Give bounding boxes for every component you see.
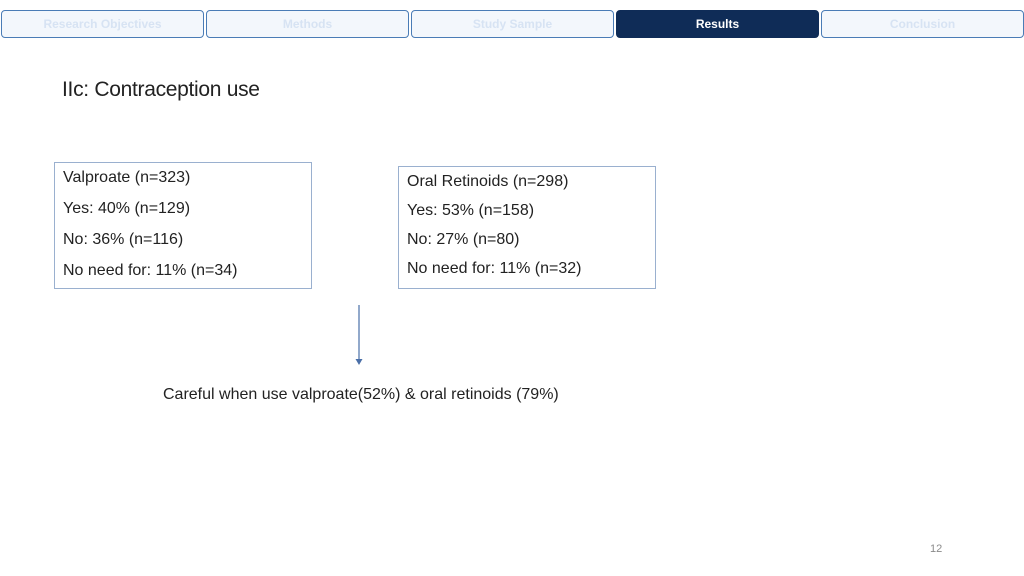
page-number: 12	[930, 543, 943, 555]
section-nav	[0, 10, 1024, 40]
retinoids-header: Oral Retinoids (n=298)	[407, 173, 569, 190]
arrow-down-icon	[353, 305, 365, 367]
valproate-header: Valproate (n=323)	[63, 169, 191, 186]
retinoids-box	[398, 166, 656, 289]
slide-title: IIc: Contraception use	[62, 78, 260, 101]
tab-methods[interactable]: Methods	[206, 10, 409, 38]
retinoids-no: No: 27% (n=80)	[407, 231, 520, 248]
valproate-box	[54, 162, 312, 289]
tab-study-sample[interactable]: Study Sample	[411, 10, 614, 38]
tab-conclusion[interactable]: Conclusion	[821, 10, 1024, 38]
tab-research-objectives[interactable]: Research Objectives	[1, 10, 204, 38]
retinoids-yes: Yes: 53% (n=158)	[407, 202, 535, 219]
caution-note: Careful when use valproate(52%) & oral retinoids (79%)	[163, 386, 559, 403]
valproate-no-need: No need for: 11% (n=34)	[63, 262, 238, 279]
valproate-no: No: 36% (n=116)	[63, 231, 184, 248]
tab-results[interactable]: Results	[616, 10, 819, 38]
retinoids-no-need: No need for: 11% (n=32)	[407, 260, 582, 277]
valproate-yes: Yes: 40% (n=129)	[63, 200, 191, 217]
